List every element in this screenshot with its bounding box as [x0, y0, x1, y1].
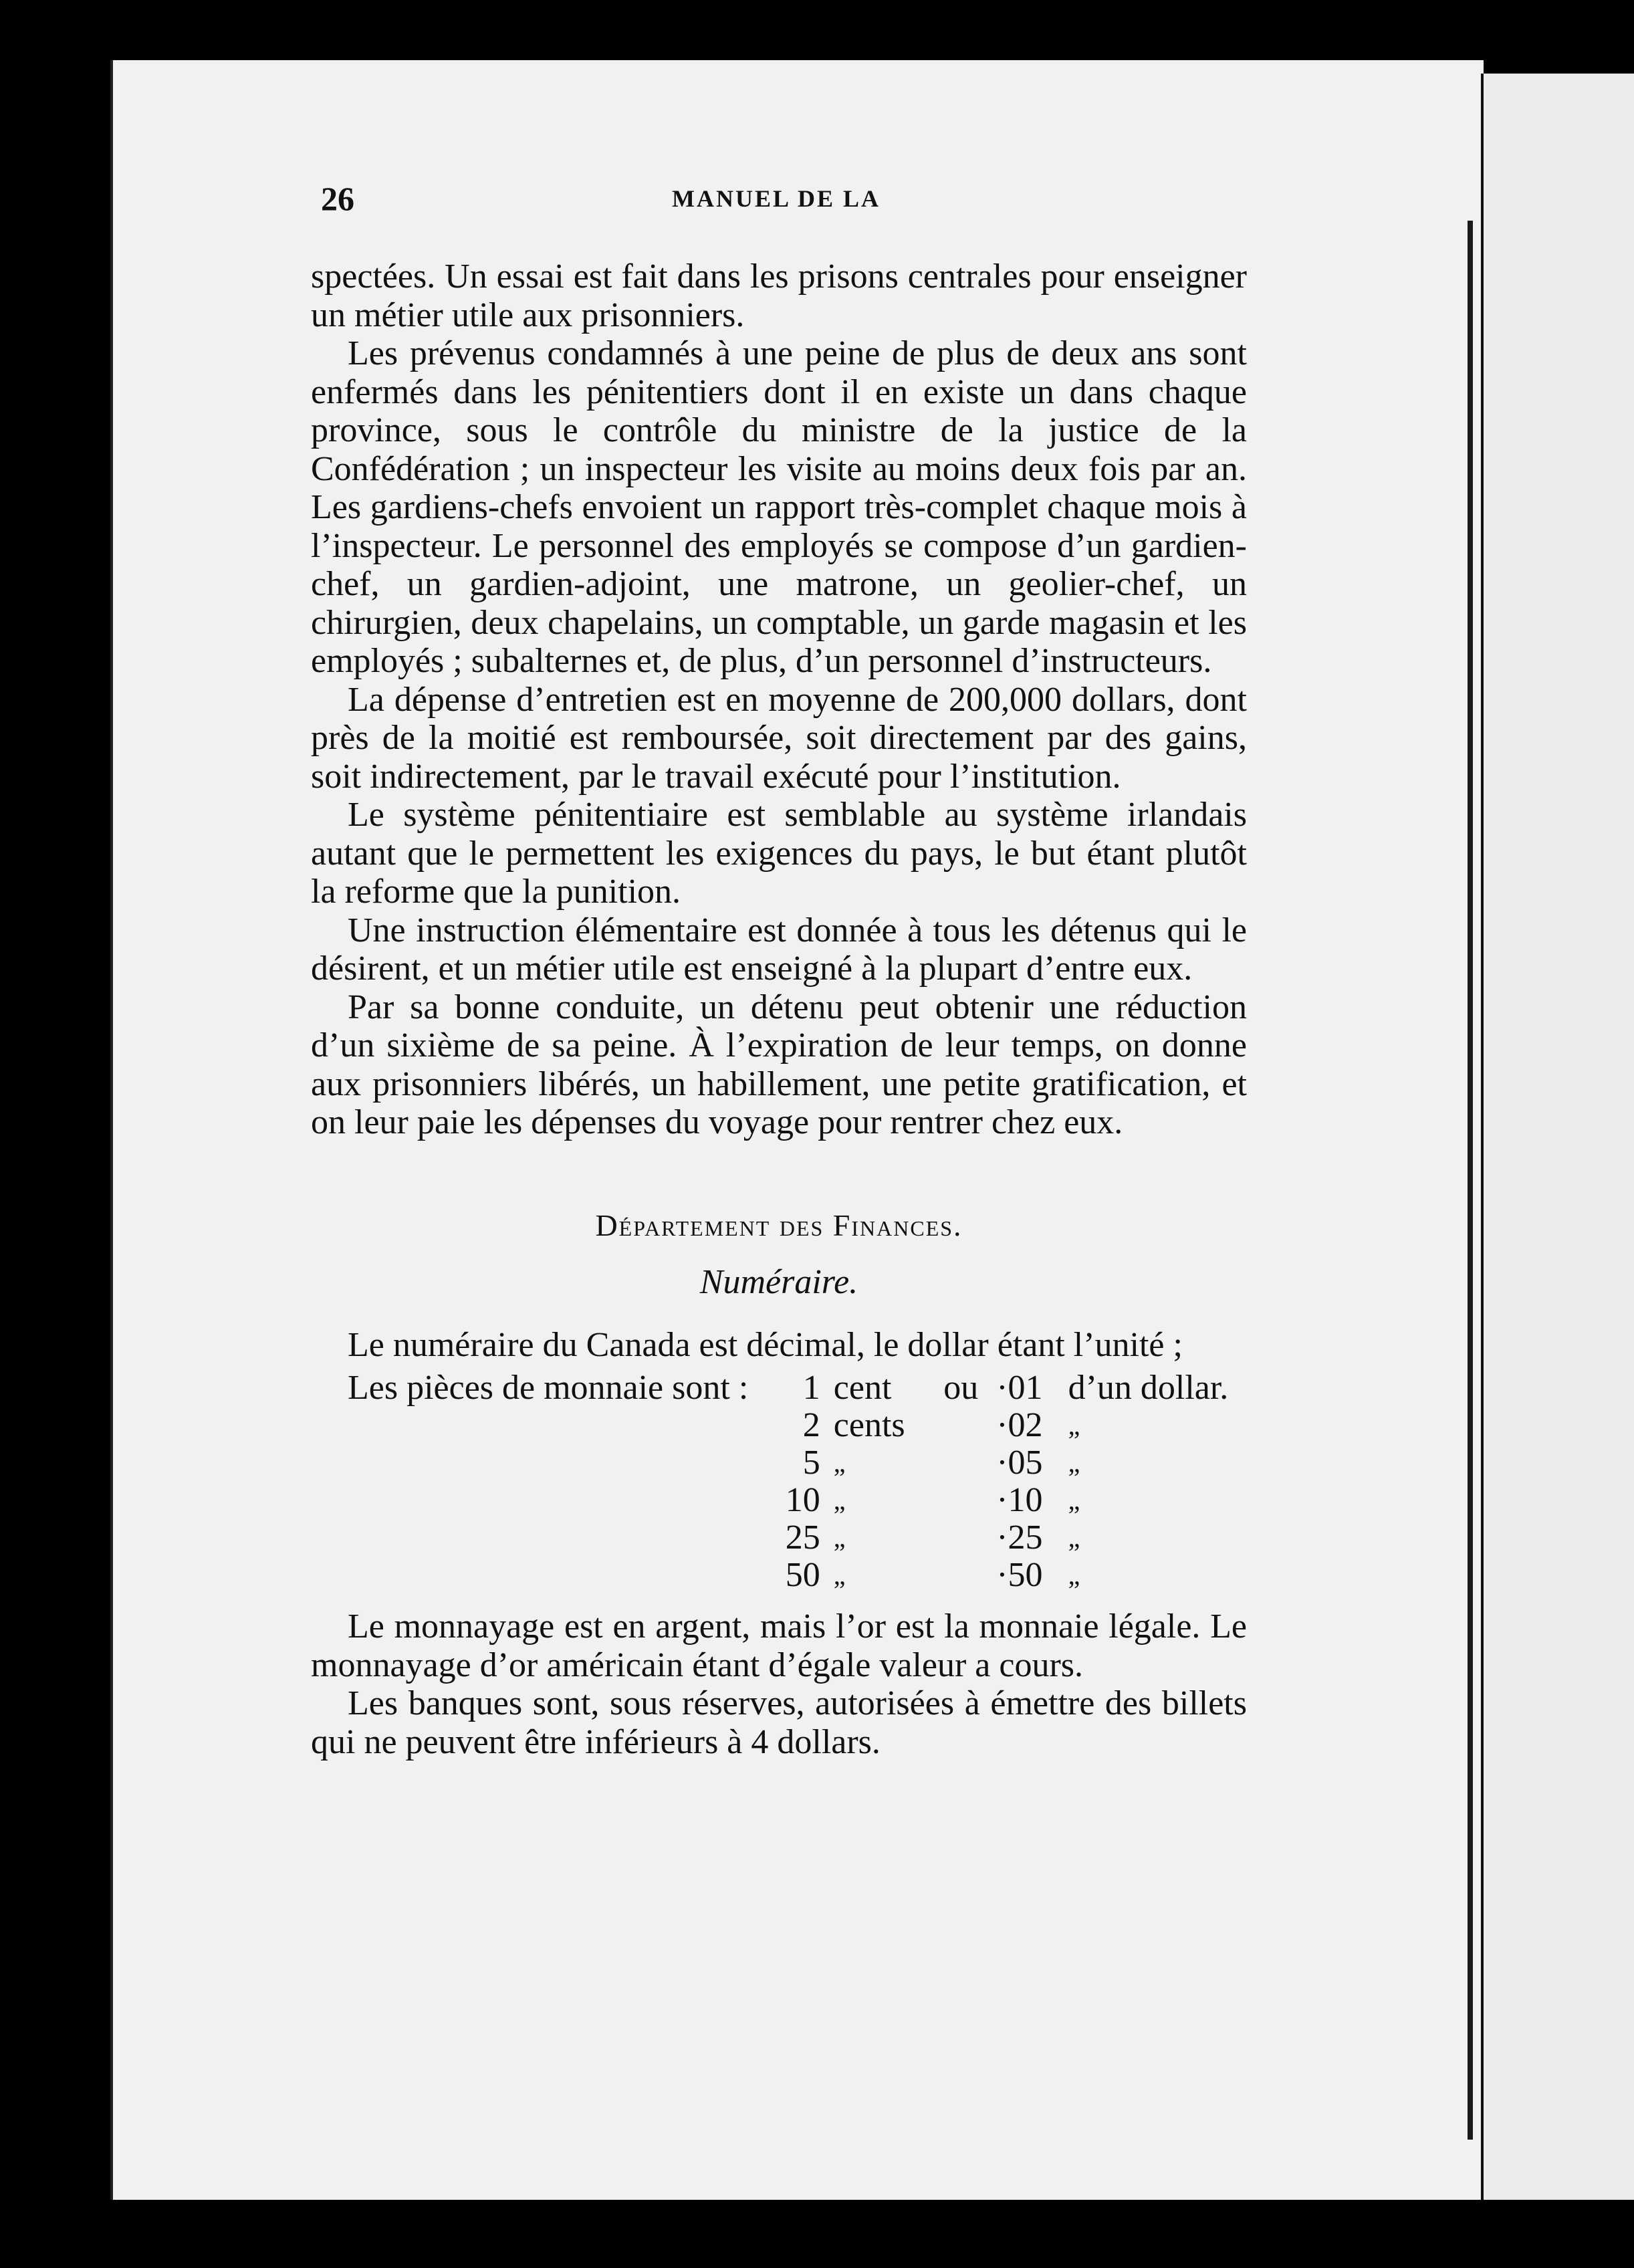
paragraph: spectées. Un essai est fait dans les prisons centrales pour enseigner un métier utile aux prisonniers. — [311, 257, 1247, 334]
coin-or — [937, 1519, 989, 1557]
coin-tail: „ — [1068, 1560, 1080, 1590]
coin-tail: „ — [1068, 1410, 1080, 1440]
coin-table — [311, 1369, 1247, 1594]
coin-row — [311, 1557, 1247, 1594]
coin-or — [937, 1444, 989, 1482]
coin-row — [311, 1519, 1247, 1557]
coin-row — [311, 1482, 1247, 1519]
coin-row — [311, 1444, 1247, 1482]
coin-decimal: ·01 — [996, 1369, 1043, 1407]
coin-unit: „ — [833, 1522, 846, 1553]
paragraph: Les banques sont, sous réserves, autorisées à émettre des billets qui ne peuvent être inférieurs à 4 dollars. — [311, 1684, 1247, 1761]
coin-unit: „ — [833, 1560, 846, 1590]
coin-row — [311, 1369, 1247, 1407]
paragraph: La dépense d’entretien est en moyenne de 200,000 dollars, dont près de la moitié est remboursée, soit directement par des gains, soit indirectement, par le travail exécuté pour l’institution. — [311, 680, 1247, 796]
running-title: MANUEL DE LA — [672, 185, 881, 212]
coin-value: 25 — [785, 1518, 820, 1557]
coin-or — [937, 1557, 989, 1594]
coin-unit: „ — [833, 1448, 846, 1478]
section-heading: Département des Finances. — [595, 1208, 963, 1242]
paragraph: Les prévenus condamnés à une peine de plus de deux ans sont enfermés dans les pénitentiers dont il en existe un dans chaque province, sous le contrôle du ministre de la justice de la Confédération ; un inspecteur les visite au moins deux fois par an. Les gardiens-chefs envoient un rapport très-complet chaque mois à l’inspecteur. Le personnel des employés se compose d’un gardien-chef, un gardien-adjoint, une matrone, un geolier-chef, un chirurgien, deux chapelains, un comptable, un garde magasin et les employés ; subalternes et, de plus, d’un personnel d’instructeurs. — [311, 334, 1247, 680]
coin-tail: d’un dollar. — [1068, 1369, 1229, 1407]
coin-tail: „ — [1068, 1485, 1080, 1515]
coin-decimal: ·05 — [996, 1444, 1043, 1482]
coin-decimal: ·50 — [996, 1556, 1043, 1594]
coin-decimal: ·25 — [996, 1518, 1043, 1557]
coin-lead: Les pièces de monnaie sont : — [348, 1369, 749, 1407]
coin-or — [937, 1482, 989, 1519]
paragraph: Le monnayage est en argent, mais l’or est la monnaie légale. Le monnayage d’or américain étant d’égale valeur a cours. — [311, 1607, 1247, 1684]
paragraph: Une instruction élémentaire est donnée à tous les détenus qui le désirent, et un métier utile est enseigné à la plupart d’entre eux. — [311, 911, 1247, 988]
adjacent-page-edge — [1481, 74, 1634, 2200]
coin-value: 2 — [802, 1406, 820, 1444]
page-fold-line — [1468, 221, 1473, 2140]
paragraph: Le numéraire du Canada est décimal, le dollar étant l’unité ; — [348, 1325, 1183, 1364]
coin-decimal: ·02 — [996, 1406, 1043, 1444]
coin-unit: cent — [833, 1369, 892, 1407]
coin-tail: „ — [1068, 1448, 1080, 1478]
coin-row — [311, 1407, 1247, 1444]
coin-value: 50 — [785, 1556, 820, 1594]
paragraph: Le système pénitentiaire est semblable au système irlandais autant que le permettent les exigences du pays, le but étant plutôt la reforme que la punition. — [311, 796, 1247, 911]
paragraph: Par sa bonne conduite, un détenu peut obtenir une réduction d’un sixième de sa peine. À l’expiration de leur temps, on donne aux prisonniers libérés, un habillement, une petite gratification, et on leur paie les dépenses du voyage pour rentrer chez eux. — [311, 988, 1247, 1141]
section-subheading: Numéraire. — [699, 1263, 858, 1301]
coin-unit: cents — [833, 1406, 905, 1444]
coin-tail: „ — [1068, 1522, 1080, 1553]
coin-decimal: ·10 — [996, 1481, 1043, 1519]
coin-value: 10 — [785, 1481, 820, 1519]
page-header — [321, 179, 1257, 226]
page-number: 26 — [321, 180, 354, 217]
coin-value: 1 — [802, 1369, 820, 1407]
page-body — [311, 257, 1247, 1761]
coin-or — [937, 1407, 989, 1444]
coin-or: ou — [943, 1369, 979, 1407]
coin-unit: „ — [833, 1485, 846, 1515]
coin-value: 5 — [802, 1444, 820, 1482]
